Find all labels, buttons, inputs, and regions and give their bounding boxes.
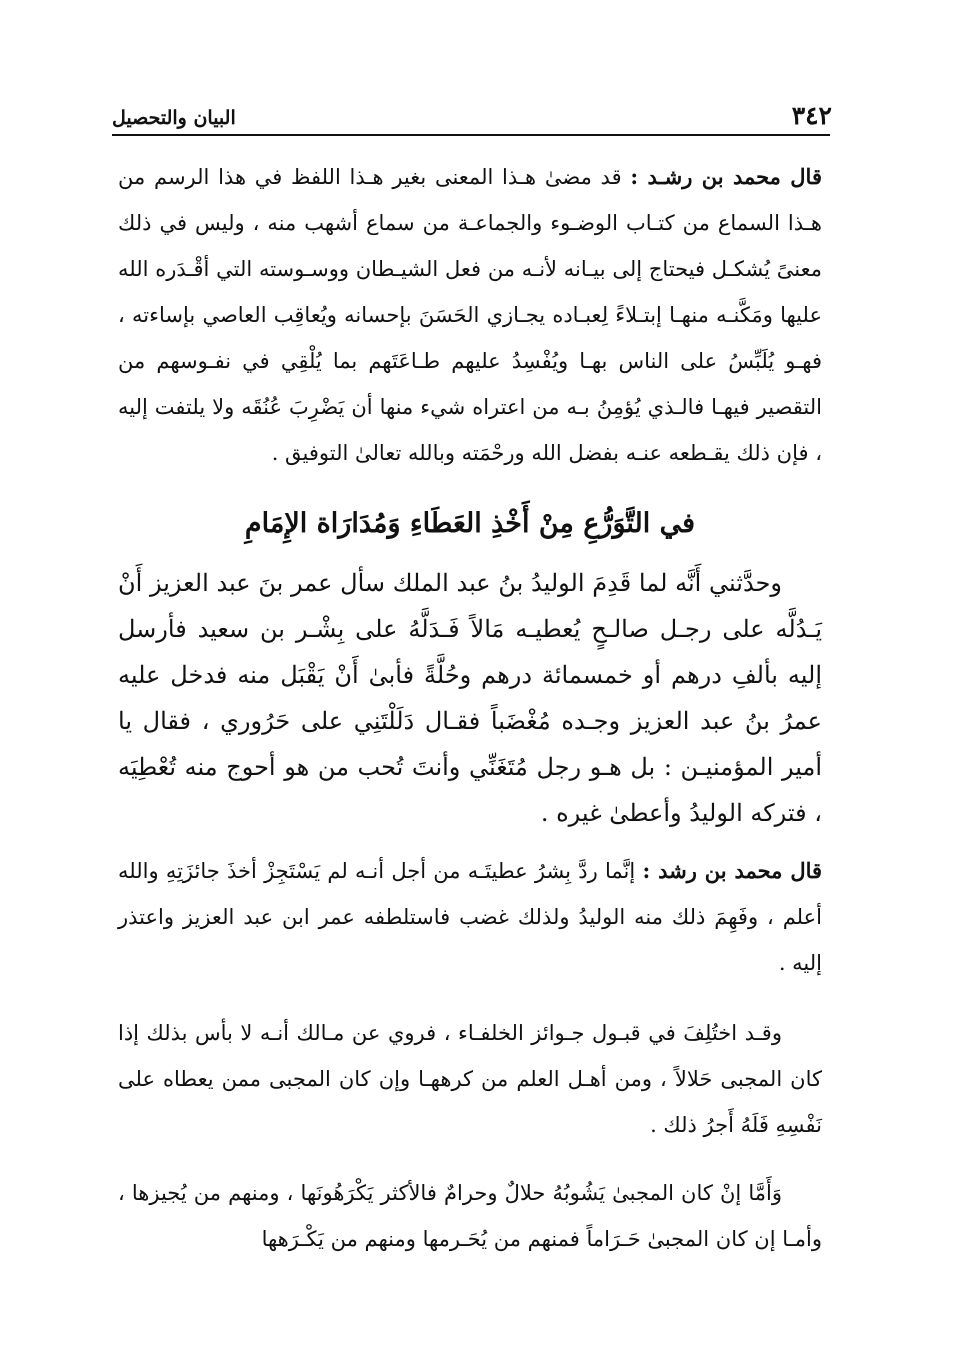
section-heading: في التَّوَرُّعِ مِنْ أَخْذِ العَطَاءِ وَمُدَارَاة الإِمَامِ: [244, 508, 696, 539]
paragraph-narration: وحدَّثني أَنَّه لما قَدِمَ الوليدُ بنُ عبد الملك سأل عمر بنَ عبد العزيز أَنْ يَـدُلَّه على رجـل صالـحٍ يُعطيـه مَالاً فَـدَلَّهُ على بِشْـر بن سعيد فأرسل إليه بألفِ درهم أو خمسمائة درهم وحُلَّةً فأبىٰ أَنْ يَقْبَل منه فدخل عليه عمرُ بنُ عبد العزيز وجـده مُغْضَباً فقـال دَلَلْتَنِي على حَرُوري ، فقال يا أمير المؤمنيـن : بل هـو رجل مُتَغَنِّي وأنتَ تُحب من هو أحوج منه تُعْطِيَه ، فتركه الوليدُ وأعطىٰ غيره .: [118, 569, 822, 827]
paragraph-text: إنَّما ردَّ بِشرُ عطيتَـه من أجل أنـه لم يَسْتَجِزْ أخذَ جائزَتِهِ والله أعلم ، وفَهِمَ ذلك منه الوليدُ ولذلك غضب فاستلطفه عمر ابن عبد العزيز واعتذر إليه .: [118, 859, 822, 975]
paragraph-commentary-2: [118, 848, 822, 986]
commentator-label: قال محمد بن رشد :: [642, 858, 823, 883]
paragraph-text: قد مضىٰ هـذا المعنى بغير هـذا اللفظ في هذا الرسم من هـذا السماع من كتـاب الوضـوء والجماعـة من سماع أشهب منه ، وليس في ذلك معنىً يُشكـل فيحتاج إلى بيـانه لأنـه من فعل الشيـطان ووسـوسته التي أقْـدَره الله عليها ومَكَّنـه منهـا إبتـلاءً لِعبـاده يجـازي الحَسَنَ بإحسانه ويُعاقِب العاصي بإساءته ، فهـو يُلَبِّسُ على الناس بهـا ويُفْسِدُ عليهم طـاعَتَهم بما يُلْقِي في نفـوسهم من التقصير فيهـا فالـذي يُؤمِنُ بـه من اعتراه شيء منها أن يَضْرِبَ عُنُقَه ولا يلتفت إليه ، فإن ذلك يقـطعه عنـه بفضل الله ورحْمَته وبالله تعالىٰ التوفيق .: [118, 165, 822, 465]
paragraph-rulings-1: وقـد اختُلِفَ في قبـول جـوائز الخلفـاء ، فروي عن مـالك أنـه لا بأس بذلك إذا كان المجبى حَلالاً ، ومن أهـل العلم من كرههـا وإن كان المجبى ممن يعطاه على نَفْسِهِ فَلَهُ أَجرُ ذلك .: [118, 1021, 822, 1137]
book-title: البيان والتحصيل: [112, 107, 236, 129]
running-header: [112, 88, 832, 128]
paragraph-commentary-1: [118, 154, 822, 476]
header-divider: [112, 134, 830, 136]
page-number: ٣٤٢: [791, 101, 832, 130]
page-body: [118, 154, 822, 1262]
commentator-label: قال محمد بن رشـد :: [630, 164, 822, 189]
paragraph-rulings-2: وَأَمَّا إنْ كان المجبىٰ يَشُوبُهُ حلالٌ وحرامٌ فالأكثر يَكْرَهُونَها ، ومنهم من يُجيزها ، وأمـا إن كان المجبىٰ حَـرَاماً فمنهم من يُحَـرمها ومنهم من يَكْـرَهها: [118, 1181, 822, 1251]
